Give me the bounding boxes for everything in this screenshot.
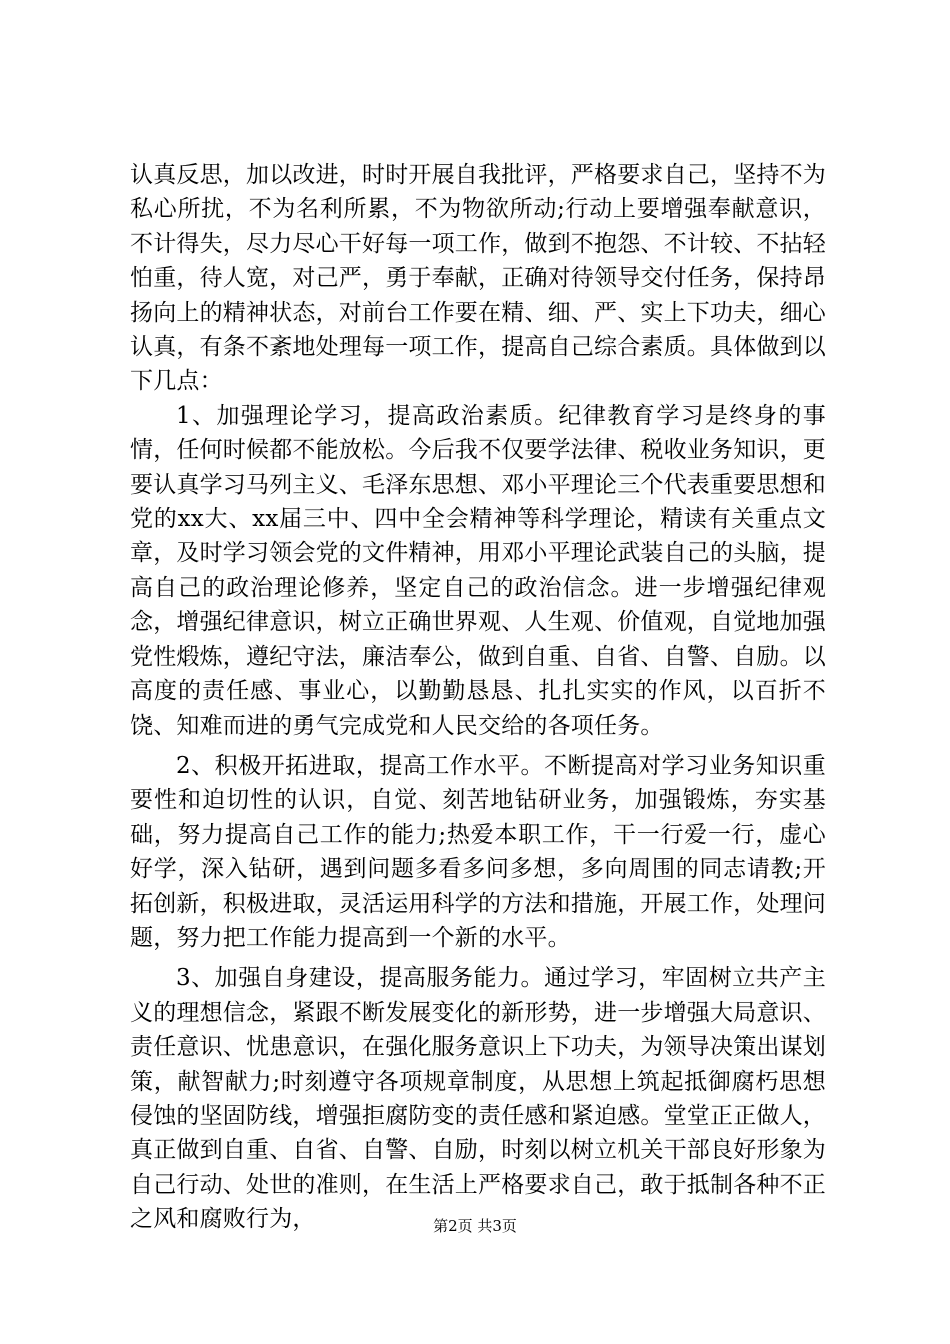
page-footer <box>0 1216 950 1236</box>
paragraph-item-2: 2、积极开拓进取，提高工作水平。不断提高对学习业务知识重要性和迫切性的认识，自觉、刻苦地钻研业务，加强锻炼，夯实基础，努力提高自己工作的能力;热爱本职工作，干一行爱一行，虚心好学，深入钻研，遇到问题多看多问多想，多向周围的同志请教;开拓创新，积极进取，灵活运用科学的方法和措施，开展工作，处理问题，努力把工作能力提高到一个新的水平。 <box>130 752 826 951</box>
page-number: 第2页 共3页 <box>433 1217 517 1235</box>
paragraph-item-3: 3、加强自身建设，提高服务能力。通过学习，牢固树立共产主义的理想信念，紧跟不断发展变化的新形势，进一步增强大局意识、责任意识、忧患意识，在强化服务意识上下功夫，为领导决策出谋划策，献智献力;时刻遵守各项规章制度，从思想上筑起抵御腐朽思想侵蚀的坚固防线，增强拒腐防变的责任感和紧迫感。堂堂正正做人，真正做到自重、自省、自警、自励，时刻以树立机关干部良好形象为自己行动、处世的准则，在生活上严格要求自己，敢于抵制各种不正之风和腐败行为， <box>130 965 826 1233</box>
document-body <box>130 158 826 1237</box>
paragraph-item-1: 1、加强理论学习，提高政治素质。纪律教育学习是终身的事情，任何时候都不能放松。今后我不仅要学法律、税收业务知识，更要认真学习马列主义、毛泽东思想、邓小平理论三个代表重要思想和党的xx大、xx届三中、四中全会精神等科学理论，精读有关重点文章，及时学习领会党的文件精神，用邓小平理论武装自己的头脑，提高自己的政治理论修养，坚定自己的政治信念。进一步增强纪律观念，增强纪律意识，树立正确世界观、人生观、价值观，自觉地加强党性煅炼，遵纪守法，廉洁奉公，做到自重、自省、自警、自励。以高度的责任感、事业心，以勤勤恳恳、扎扎实实的作风，以百折不饶、知难而进的勇气完成党和人民交给的各项任务。 <box>130 402 826 739</box>
paragraph-continuation: 认真反思，加以改进，时时开展自我批评，严格要求自己，坚持不为私心所扰，不为名利所累，不为物欲所动;行动上要增强奉献意识，不计得失，尽力尽心干好每一项工作，做到不抱怨、不计较、不拈轻怕重，待人宽，对己严，勇于奉献，正确对待领导交付任务，保持昂扬向上的精神状态，对前台工作要在精、细、严、实上下功夫，细心认真，有条不紊地处理每一项工作，提高自己综合素质。具体做到以下几点： <box>130 162 826 395</box>
